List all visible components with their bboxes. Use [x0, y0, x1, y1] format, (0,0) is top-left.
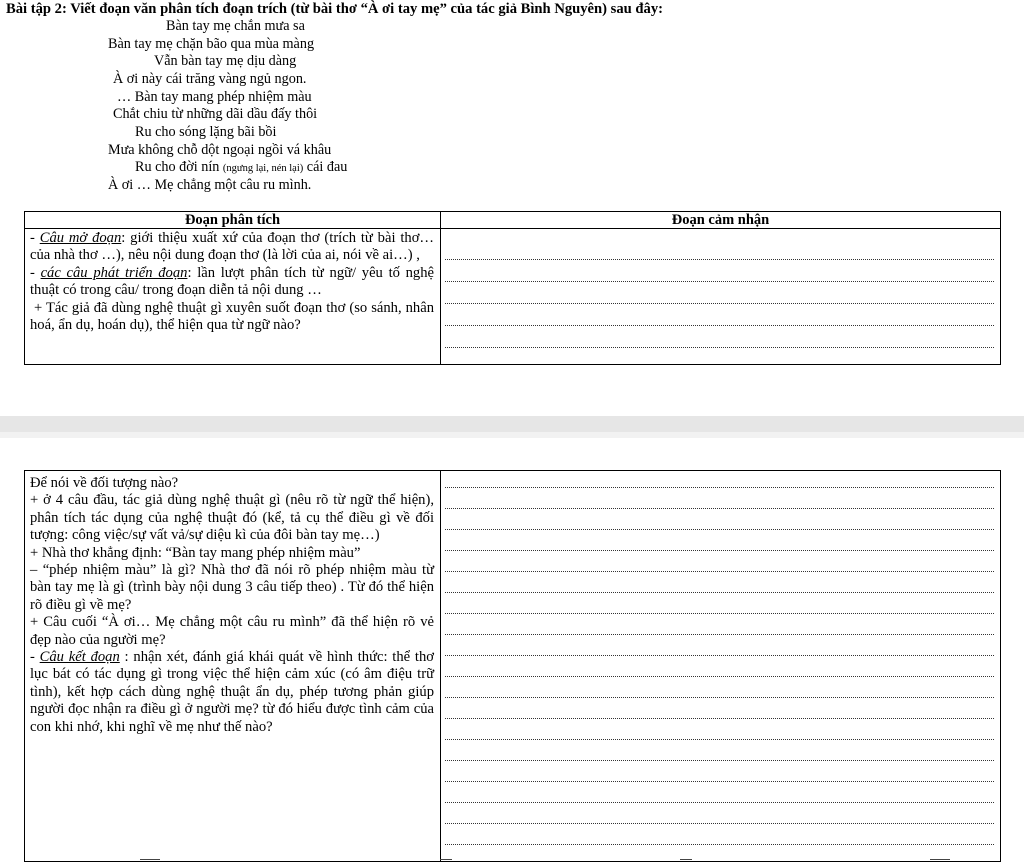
- header-reflection: Đoạn cảm nhận: [441, 212, 1001, 229]
- first-four-lines-guide: + ở 4 câu đầu, tác giả dùng nghệ thuật gì (nêu rõ từ ngữ thể hiện), phân tích tác dụng của nghệ thuật đó (kể, tả cụ thể điều gì về đối tượng: công việc/sự vất vả/sự diệu kì của đôi bàn tay mẹ…): [30, 492, 434, 544]
- reflection-cell[interactable]: [441, 471, 1001, 862]
- answer-line[interactable]: [445, 739, 994, 740]
- poem-line: Bàn tay mẹ chắn mưa sa: [166, 18, 305, 34]
- answer-line[interactable]: [445, 303, 994, 304]
- answer-line[interactable]: [445, 676, 994, 677]
- answer-line[interactable]: [445, 760, 994, 761]
- answer-line[interactable]: [445, 802, 994, 803]
- subject-question: Để nói về đối tượng nào?: [30, 475, 179, 491]
- page-edge-mark: [140, 859, 160, 860]
- answer-line[interactable]: [445, 529, 994, 530]
- answer-line[interactable]: [445, 550, 994, 551]
- analysis-cell: [25, 471, 441, 862]
- answer-line[interactable]: [445, 697, 994, 698]
- poem-line: À ơi này cái trăng vàng ngủ ngon.: [113, 71, 307, 87]
- analysis-cell: [25, 229, 441, 365]
- answer-line[interactable]: [445, 844, 994, 845]
- outline-table-continued: [24, 470, 1001, 862]
- poem-line: Mưa không chỗ dột ngoại ngồi vá khâu: [108, 142, 332, 158]
- answer-line[interactable]: [445, 487, 994, 488]
- development-text: : lần lượt phân tích từ ngữ/ yêu tố nghệ thuật có trong câu/ trong đoạn diễn tả nội dung …: [30, 264, 434, 299]
- answer-line[interactable]: [445, 781, 994, 782]
- page-edge-mark: [930, 859, 950, 860]
- development-guide: - các câu phát triển đoạn: lần lượt phân tích từ ngữ/ yêu tố nghệ thuật có trong câu/ trong đoạn diễn tả nội dung …: [30, 264, 434, 299]
- label-closing: Câu kết đoạn: [39, 649, 120, 666]
- last-line-question: + Câu cuối “À ơi… Mẹ chẳng một câu ru mình” đã thể hiện rõ vẻ đẹp nào của người mẹ?: [30, 614, 434, 648]
- miracle-question: – “phép nhiệm màu” là gì? Nhà thơ đã nói rõ phép nhiệm màu từ bàn tay mẹ là gì (trình bày nội dung 3 câu tiếp theo) . Từ đó thể hiện rõ điều gì về mẹ?: [30, 562, 434, 613]
- answer-line[interactable]: [445, 508, 994, 509]
- outline-table: [24, 211, 1001, 365]
- art-guide: + Tác giả đã dùng nghệ thuật gì xuyên suốt đoạn thơ (so sánh, nhân hoá, ẩn dụ, hoán dụ), thể hiện qua từ ngữ nào?: [30, 299, 434, 334]
- label-opening: Câu mở đoạn: [39, 230, 122, 246]
- poem-gloss: (ngưng lại, nén lại): [222, 163, 304, 174]
- page-edge-mark: [680, 859, 692, 860]
- answer-line[interactable]: [445, 259, 994, 260]
- answer-line[interactable]: [445, 347, 994, 348]
- poem-line: Ru cho sóng lặng bãi bồi: [135, 124, 277, 140]
- poem-line-text: cái đau: [306, 159, 348, 175]
- poem-line: [135, 159, 347, 177]
- label-development: các câu phát triển đoạn: [40, 264, 188, 281]
- miracle-statement: + Nhà thơ khẳng định: “Bàn tay mang phép nhiệm màu”: [30, 544, 361, 561]
- poem-line-text: Ru cho đời nín: [135, 159, 220, 175]
- poem-line: Vẫn bàn tay mẹ dịu dàng: [154, 53, 297, 69]
- answer-line[interactable]: [445, 655, 994, 656]
- answer-line[interactable]: [445, 281, 994, 282]
- exercise-title: Bài tập 2: Viết đoạn văn phân tích đoạn trích (từ bài thơ “À ơi tay mẹ” của tác giả Bình Nguyên) sau đây:: [6, 1, 663, 17]
- poem-line: À ơi … Mẹ chẳng một câu ru mình.: [108, 177, 312, 193]
- poem-line: … Bàn tay mang phép nhiệm màu: [117, 89, 312, 105]
- answer-line[interactable]: [445, 613, 994, 614]
- closing-text: : nhận xét, đánh giá khái quát về hình thức: thể thơ lục bát có tác dụng gì trong việc thể hiện cảm xúc (có âm điệu trữ tình), kết hợp cách dùng nghệ thuật ẩn dụ, phép tương phản giúp người đọc nhận ra điều gì ở người mẹ? từ đó hiểu được tình cảm của con khi nhớ, khi nghĩ về mẹ như thế nào?: [30, 649, 434, 735]
- poem-line: Chắt chiu từ những dãi dầu đấy thôi: [113, 106, 318, 122]
- page-break: [0, 416, 1024, 432]
- closing-guide: - Câu kết đoạn : nhận xét, đánh giá khái quát về hình thức: thể thơ lục bát có tác dụng gì trong việc thể hiện cảm xúc (có âm điệu trữ tình), kết hợp cách dùng nghệ thuật ẩn dụ, phép tương phản giúp người đọc nhận ra điều gì ở người mẹ? từ đó hiểu được tình cảm của con khi nhớ, khi nghĩ về mẹ như thế nào?: [30, 649, 434, 735]
- opening-sentence-guide: - Câu mở đoạn: giới thiệu xuất xứ của đoạn thơ (trích từ bài thơ… của nhà thơ …), nêu nội dung đoạn thơ (là lời của ai, nói về ai…) ,: [30, 230, 435, 264]
- answer-line[interactable]: [445, 823, 994, 824]
- answer-line[interactable]: [445, 571, 994, 572]
- answer-line[interactable]: [445, 718, 994, 719]
- poem-line: Bàn tay mẹ chặn bão qua mùa màng: [108, 36, 315, 52]
- reflection-cell[interactable]: [441, 229, 1001, 365]
- opening-text: : giới thiệu xuất xứ của đoạn thơ (trích từ bài thơ… của nhà thơ …), nêu nội dung đoạn thơ (là lời của ai, nói về ai…) ,: [30, 230, 435, 264]
- page-break-shadow: [0, 432, 1024, 438]
- header-analysis: Đoạn phân tích: [25, 212, 441, 229]
- answer-line[interactable]: [445, 592, 994, 593]
- answer-line[interactable]: [445, 634, 994, 635]
- page-edge-mark: [440, 859, 452, 860]
- answer-line[interactable]: [445, 325, 994, 326]
